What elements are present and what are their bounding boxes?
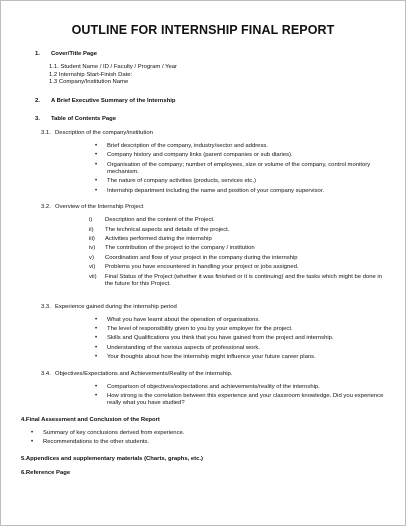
- bullet-icon: •: [31, 429, 34, 436]
- list-item: v) Coordination and flow of your project in the company during the internship: [89, 254, 298, 261]
- section-3-4-heading: [21, 370, 385, 378]
- section-6-heading: 6.Reference Page: [21, 469, 71, 476]
- section-label: Experience gained during the internship period: [55, 303, 177, 310]
- list-item: • Summary of key conclusions derived from experience.: [31, 429, 185, 436]
- section-label: A Brief Executive Summary of the Internship: [51, 97, 176, 104]
- section-number: 3.: [35, 115, 40, 122]
- bullet-icon: •: [95, 142, 98, 149]
- section-3-3-heading: [21, 303, 385, 311]
- objectives-list: [21, 384, 385, 408]
- section-number: 3.2.: [41, 204, 51, 211]
- section-3-1-heading: [21, 129, 385, 137]
- bullet-icon: •: [95, 316, 98, 323]
- list-item: • Skills and Qualifications you think that you have gained from the project and internship.: [95, 335, 334, 342]
- section-4-heading: 4.Final Assessment and Conclusion of the Report: [21, 416, 160, 423]
- list-item: • The level of responsibility given to you by your employer for the project.: [95, 325, 293, 332]
- section-number: 3.3.: [41, 303, 51, 310]
- list-item: vii) Final Status of the Project (whether it was finished or it is continuing) and the tasks which might be done in the future for this Project.: [89, 273, 383, 288]
- list-item: • How strong is the correlation between this experience and your classroom knowledge. Did you experience really what you have studied?: [95, 392, 384, 407]
- list-item: iv) The contribution of the project to the company / institution: [89, 245, 255, 252]
- list-item: • Your thoughts about how the internship might influence your future career plans.: [95, 354, 316, 361]
- section-number: 3.1.: [41, 129, 51, 136]
- bullet-icon: •: [95, 392, 98, 399]
- list-item: • Company history and company links (parent companies or sub diaries).: [95, 152, 293, 159]
- bullet-icon: •: [95, 335, 98, 342]
- document-title: OUTLINE FOR INTERNSHIP FINAL REPORT: [71, 23, 335, 37]
- section-label: Table of Contents Page: [51, 115, 117, 122]
- bullet-icon: •: [95, 344, 98, 351]
- bullet-icon: •: [95, 383, 98, 390]
- cover-item-3: 1.3 Company/Institution Name: [49, 79, 129, 86]
- project-overview-list: [21, 217, 385, 289]
- list-item: • Recommendations to the other students.: [31, 439, 150, 446]
- conclusion-list: [21, 430, 385, 447]
- section-3-2-heading: [21, 203, 385, 211]
- list-item: • Internship department including the name and position of your company supervisor.: [95, 187, 325, 194]
- section-2-heading: [21, 97, 385, 105]
- list-item: iii) Activities performed during the internship: [89, 236, 212, 243]
- section-label: Cover/Title Page: [51, 51, 98, 57]
- list-item: • Brief description of the company, industry/sector and address.: [95, 142, 268, 149]
- section-number: 3.4.: [41, 370, 51, 377]
- section-number: 2.: [35, 97, 40, 104]
- section-label: Objectives/Expectations and Achievements/Reality of the internship.: [55, 370, 233, 377]
- list-item: • Comparison of objectives/expectations and achievements/reality of the internship.: [95, 383, 320, 390]
- section-label: Overview of the Internship Project: [55, 204, 144, 211]
- cover-item-1: 1.1. Student Name / ID / Faculty / Program / Year: [49, 64, 178, 70]
- list-item: ii) The technical aspects and details of the project.: [89, 226, 230, 233]
- section-5-heading: 5.Appendices and supplementary materials (Charts, graphs, etc.): [21, 455, 204, 462]
- bullet-icon: •: [95, 187, 98, 194]
- section-number: 1.: [35, 51, 40, 57]
- list-item: i) Description and the content of the Project.: [89, 217, 215, 224]
- cover-item-2: 1.2 Internship Start-Finish Date:: [49, 71, 133, 78]
- list-item: • The nature of company activities (products, services etc.): [95, 178, 256, 185]
- bullet-icon: •: [31, 439, 34, 446]
- experience-list: [21, 317, 385, 362]
- section-3-heading: [21, 115, 385, 123]
- bullet-icon: •: [95, 354, 98, 361]
- bullet-icon: •: [95, 325, 98, 332]
- bullet-icon: •: [95, 152, 98, 159]
- company-description-list: [21, 143, 385, 196]
- list-item: • Organisation of the company; number of employees, size or volume of the company, control monitory mechanism.: [95, 161, 371, 176]
- list-item: • What you have learnt about the operation of organisations.: [95, 316, 260, 323]
- section-1-heading: [21, 50, 385, 58]
- list-item: vi) Problems you have encountered in handling your project or jobs assigned.: [89, 264, 299, 271]
- section-label: Description of the company/institution: [55, 129, 153, 136]
- bullet-icon: •: [95, 178, 98, 185]
- list-item: • Understanding of the various aspects of professional work.: [95, 344, 260, 351]
- bullet-icon: •: [95, 161, 98, 168]
